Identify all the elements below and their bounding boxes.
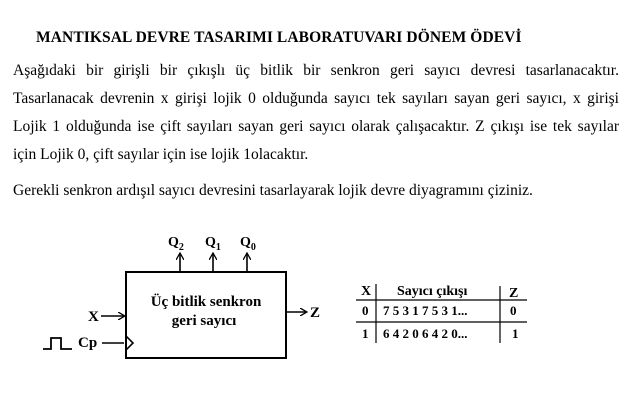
- table-header-x: X: [361, 284, 372, 299]
- paragraph-line: Aşağıdaki bir girişli bir çıkışlı üç bitlik bir senkron geri sayıcı devresi tasarlanacaktır.: [13, 62, 619, 79]
- paragraph-line: Tasarlanacak devrenin x girişi lojik 0 olduğunda sayıcı tek sayıları sayan geri sayıcı, x girişi: [13, 90, 619, 107]
- table-row-1-z: 0: [510, 303, 517, 318]
- paragraph-line: Lojik 1 olduğunda ise çift sayıları sayan geri sayıcı olarak çalışacaktır. Z çıkışı ise tek sayılar: [13, 118, 619, 135]
- sequence-table: [356, 284, 527, 343]
- q2-label: $Q_2$: [168, 235, 184, 253]
- table-row-1-sequence: 7 5 3 1 7 5 3 1...: [383, 303, 468, 318]
- table-row-2-z: 1: [512, 326, 519, 341]
- clock-edge-triangle-icon: [126, 336, 133, 350]
- clock-pulse-icon: [43, 338, 72, 349]
- table-row-1-x: 0: [362, 303, 369, 318]
- table-row-2-sequence: 6 4 2 0 6 4 2 0...: [383, 326, 468, 341]
- clock-input-label: Cp: [78, 335, 98, 351]
- x-input-label: X: [88, 309, 99, 325]
- table-row-2-x: 1: [362, 326, 369, 341]
- q0-label: $Q_0$: [240, 235, 256, 253]
- paragraph-line: için Lojik 0, çift sayılar için ise lojik 1olacaktır.: [13, 146, 309, 163]
- instruction-paragraph: Gerekli senkron ardışıl sayıcı devresini tasarlayarak lojik devre diyagramını çiziniz.: [13, 182, 533, 199]
- q1-label: $Q_1$: [205, 235, 221, 253]
- table-header-counter-output: Sayıcı çıkışı: [397, 284, 468, 299]
- block-label-line1: Üç bitlik senkron: [150, 294, 262, 310]
- block-label-line2: geri sayıcı: [171, 313, 237, 329]
- document-title: MANTIKSAL DEVRE TASARIMI LABORATUVARI DÖNEM ÖDEVİ: [36, 29, 522, 46]
- table-header-z: Z: [509, 286, 519, 301]
- z-output-label: Z: [310, 305, 321, 321]
